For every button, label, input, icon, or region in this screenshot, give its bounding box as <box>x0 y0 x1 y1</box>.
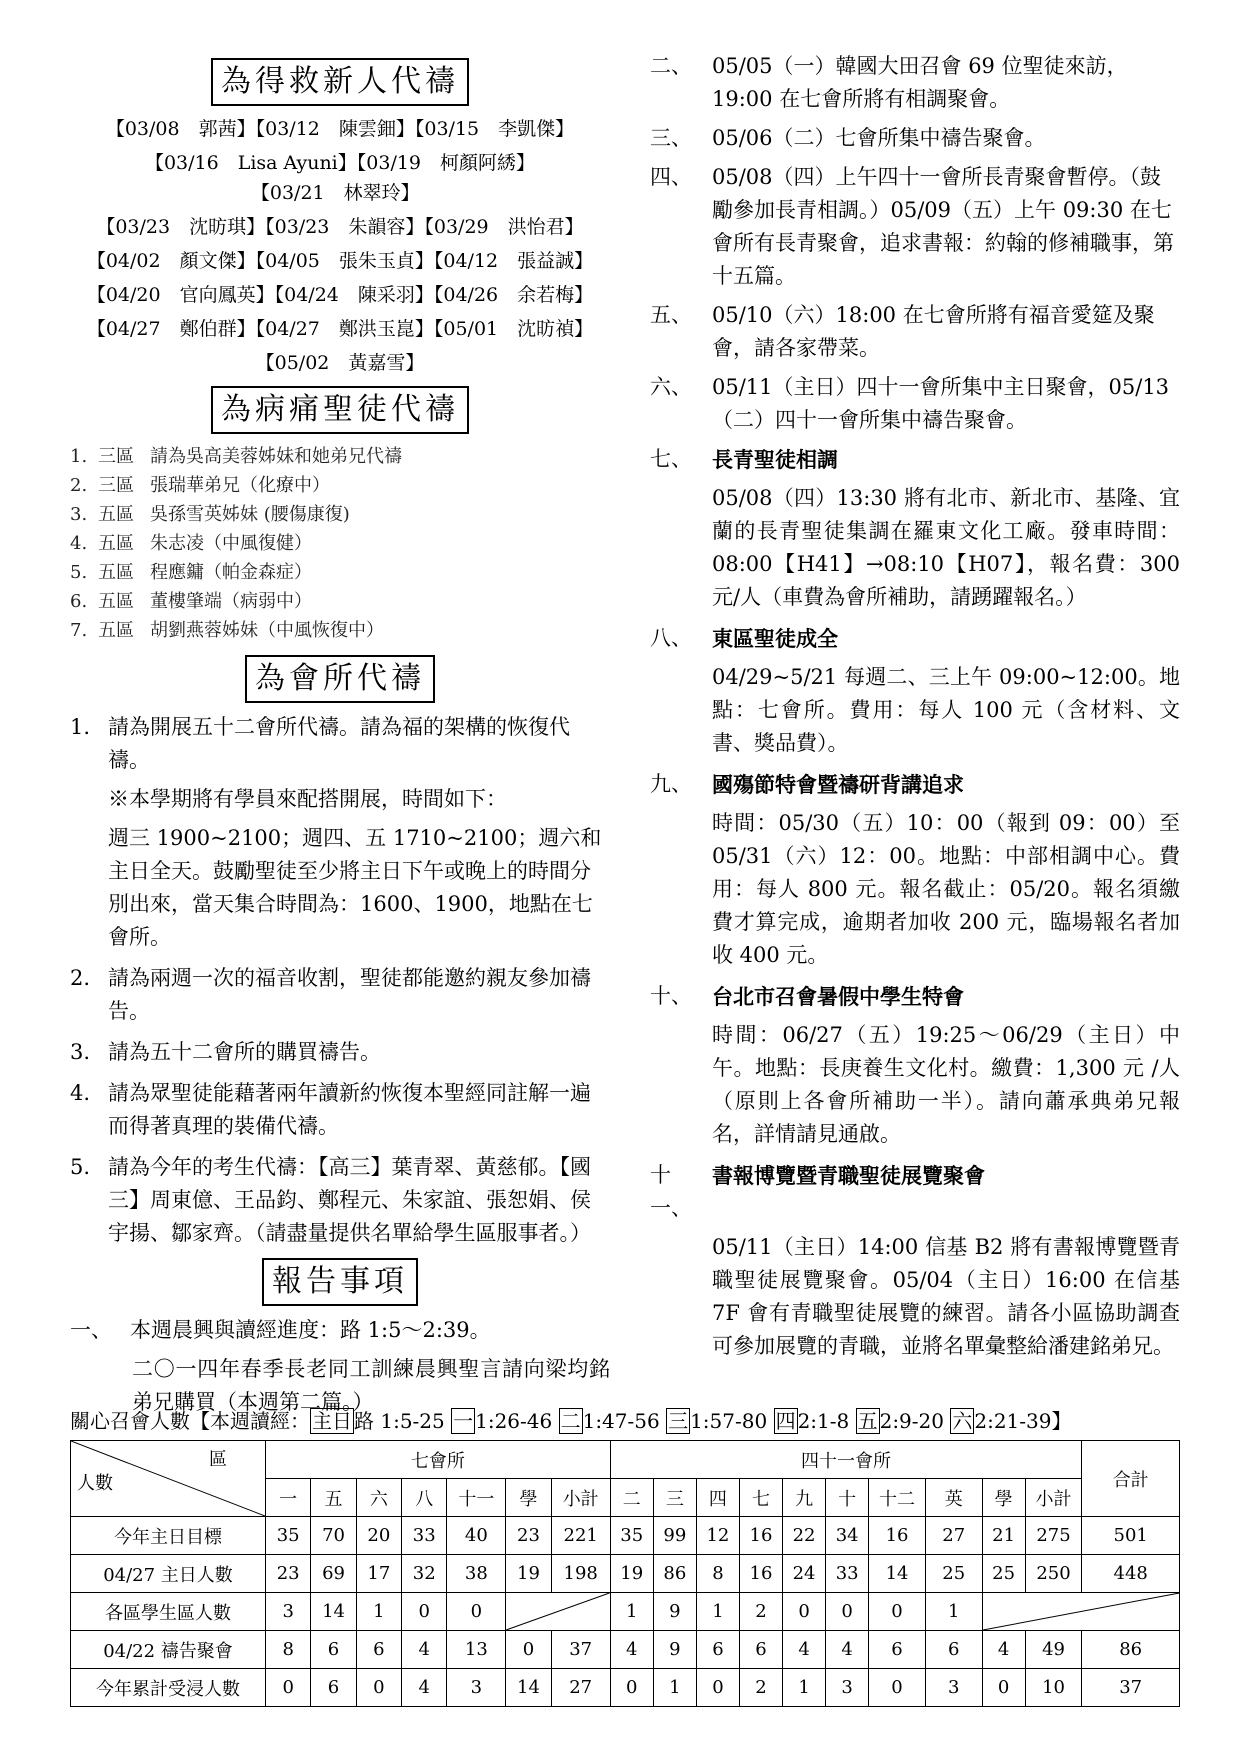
reading-ref: 1:26-46 <box>475 1409 559 1433</box>
church-item-text: 請為今年的考生代禱：【高三】葉青翠、黃慈郁。【國三】周東億、王品鈞、鄭程元、朱家誼、張恕娟、侯宇揚、鄒家齊。（請盡量提供名單給學生區服事者。） <box>108 1155 591 1245</box>
table-cell: 1 <box>696 1593 739 1631</box>
sick-item <box>70 616 610 645</box>
table-cell: 14 <box>506 1669 551 1707</box>
table-cell: 35 <box>610 1517 653 1555</box>
sick-item-district: 五區 <box>98 504 134 525</box>
table-cell: 2 <box>739 1669 782 1707</box>
name-entry: 【05/02 黃嘉雪】 <box>255 352 425 374</box>
name-row <box>70 212 610 242</box>
table-cell: 9 <box>653 1631 696 1669</box>
table-corner-count: 人數 <box>77 1473 113 1494</box>
report-item-number: 七、 <box>650 447 692 471</box>
table-row <box>71 1631 1180 1669</box>
table-cell: 69 <box>311 1555 356 1593</box>
church-item-text: 請為開展五十二會所代禱。請為福的架構的恢復代禱。 <box>108 715 570 772</box>
church-item-number: 2. <box>70 966 91 990</box>
report-item-number: 八、 <box>650 626 692 650</box>
district-header: 二 <box>610 1479 653 1517</box>
report-item <box>650 371 1180 437</box>
report-item <box>650 161 1180 293</box>
report-item-body: 05/11（主日）14:00 信基 B2 將有書報博覽暨青職聖徒展覽聚會。05/04（主日）16:00 在信基 7F 會有青職聖徒展覽的練習。請各小區協助調查可參加展覽的青職，並將名單彙整給潘建銘弟兄。 <box>712 1235 1180 1358</box>
sick-item <box>70 558 610 587</box>
reading-day: 主日 <box>312 1409 352 1433</box>
sick-item-district: 五區 <box>98 533 134 554</box>
district-header: 小計 <box>1025 1479 1082 1517</box>
report-item-number: 三、 <box>650 126 692 150</box>
table-cell: 1 <box>925 1593 982 1631</box>
table-cell: 275 <box>1025 1517 1082 1555</box>
table-cell: 0 <box>506 1631 551 1669</box>
table-cell: 4 <box>826 1631 869 1669</box>
attendance-title <box>70 1406 1180 1436</box>
report-item-text: 書報博覽暨青職聖徒展覽聚會 <box>712 1163 985 1188</box>
reading-ref: 2:9-20 <box>879 1409 951 1433</box>
name-row <box>70 246 610 276</box>
reading-day: 三 <box>668 1409 689 1433</box>
table-cell: 4 <box>610 1631 653 1669</box>
name-entry: 【04/24 陳采羽】 <box>274 284 434 306</box>
report-item <box>650 622 1180 655</box>
name-entry: 【04/02 顏文傑】 <box>86 250 256 272</box>
table-header-row <box>71 1441 1180 1479</box>
sick-item-number: 2. <box>70 475 88 496</box>
church-item <box>70 1151 610 1250</box>
district-header: 小計 <box>551 1479 610 1517</box>
report-item-text: 國殤節特會暨禱研背講追求 <box>712 772 964 797</box>
report-item-text: 長青聖徒相調 <box>712 447 838 472</box>
group-header: 四十一會所 <box>610 1441 1082 1479</box>
church-prayer-list <box>70 711 610 954</box>
name-entry: 【03/21 林翠玲】 <box>260 182 420 204</box>
table-cell: 34 <box>826 1517 869 1555</box>
table-cell: 6 <box>311 1631 356 1669</box>
district-header: 學 <box>506 1479 551 1517</box>
table-cell: 0 <box>266 1669 311 1707</box>
table-cell: 6 <box>311 1669 356 1707</box>
report-item <box>70 1314 610 1347</box>
total-cell: 501 <box>1082 1517 1180 1555</box>
name-entry: 【03/23 朱韻容】 <box>265 216 425 238</box>
table-cell: 19 <box>506 1555 551 1593</box>
attendance-section <box>70 1406 1180 1707</box>
church-item-text: 請為眾聖徒能藉著兩年讀新約恢復本聖經同註解一遍而得著真理的裝備代禱。 <box>108 1081 591 1138</box>
table-cell: 14 <box>311 1593 356 1631</box>
church-prayer-list-rest <box>70 962 610 1250</box>
sick-item-text: 張瑞華弟兄（化療中） <box>150 475 330 496</box>
table-cell: 1 <box>356 1593 401 1631</box>
table-row <box>71 1555 1180 1593</box>
table-cell: 14 <box>869 1555 926 1593</box>
reading-day: 一 <box>453 1409 474 1433</box>
table-cell: 0 <box>447 1593 506 1631</box>
left-column <box>70 50 610 1427</box>
table-cell: 1 <box>610 1593 653 1631</box>
table-cell: 23 <box>266 1555 311 1593</box>
table-cell: 9 <box>653 1593 696 1631</box>
report-item-body: 時間：05/30（五）10：00（報到 09：00）至 05/31（六）12：00。地點：中部相調中心。費用：每人 800 元。報名截止：05/20。報名須繳費才算完成，逾期者加收 200 元，臨場報名者加收 400 元。 <box>712 811 1180 967</box>
table-cell: 70 <box>311 1517 356 1555</box>
table-cell: 86 <box>653 1555 696 1593</box>
table-cell: 25 <box>925 1555 982 1593</box>
church-item <box>70 1077 610 1143</box>
table-cell: 3 <box>925 1669 982 1707</box>
church-item <box>70 1036 610 1069</box>
table-cell: 4 <box>982 1631 1025 1669</box>
report-item-text: 05/08（四）上午四十一會所長青聚會暫停。（鼓勵參加長青相調。）05/09（五）上午 09:30 在七會所有長青聚會，追求書報：約翰的修補職事，第十五篇。 <box>712 165 1174 288</box>
district-header: 六 <box>356 1479 401 1517</box>
row-label: 各區學生區人數 <box>71 1593 266 1631</box>
district-header: 七 <box>739 1479 782 1517</box>
table-cell: 17 <box>356 1555 401 1593</box>
church-item-number: 5. <box>70 1155 91 1179</box>
report-item-text: 東區聖徒成全 <box>712 626 838 651</box>
sick-item-text: 董樓肇端（病弱中） <box>150 591 312 612</box>
total-header: 合計 <box>1082 1441 1180 1517</box>
table-cell: 0 <box>982 1669 1025 1707</box>
church-title: 為會所代禱 <box>245 655 435 703</box>
reading-ref: 路 1:5-25 <box>354 1409 452 1433</box>
report-item-body: 時間：06/27（五）19:25～06/29（主日）中午。地點：長庚養生文化村。繳費：1,300 元 /人（原則上各會所補助一半）。請向蕭承典弟兄報名，詳情請見通啟。 <box>712 1023 1180 1146</box>
report-item <box>650 122 1180 155</box>
sick-title: 為病痛聖徒代禱 <box>211 386 469 434</box>
report-item-text: 05/06（二）七會所集中禱告聚會。 <box>712 126 1046 150</box>
church-item-number: 1. <box>70 715 91 739</box>
table-cell: 3 <box>826 1669 869 1707</box>
table-cell: 16 <box>739 1517 782 1555</box>
table-cell: 16 <box>739 1555 782 1593</box>
reading-day: 二 <box>560 1409 581 1433</box>
sick-item-district: 五區 <box>98 591 134 612</box>
report-item <box>650 443 1180 476</box>
church-item-note: ※本學期將有學員來配搭開展，時間如下： <box>108 787 507 811</box>
report-item <box>650 980 1180 1013</box>
table-cell: 3 <box>266 1593 311 1631</box>
district-header: 九 <box>783 1479 826 1517</box>
sick-item-district: 五區 <box>98 620 134 641</box>
table-cell: 33 <box>402 1517 447 1555</box>
table-cell: 1 <box>653 1669 696 1707</box>
report-title: 報告事項 <box>262 1258 418 1306</box>
report-item-number: 四、 <box>650 165 692 189</box>
report-item-text: 台北市召會暑假中學生特會 <box>712 984 964 1009</box>
table-row <box>71 1517 1180 1555</box>
name-row <box>70 348 610 378</box>
name-entry: 【04/20 官向鳳英】 <box>86 284 275 306</box>
table-cell: 250 <box>1025 1555 1082 1593</box>
table-cell: 2 <box>739 1593 782 1631</box>
table-cell: 19 <box>610 1555 653 1593</box>
table-cell: 21 <box>982 1517 1025 1555</box>
table-cell: 0 <box>356 1669 401 1707</box>
table-row <box>71 1669 1180 1707</box>
name-entry: 【03/08 郭茜】 <box>105 118 256 140</box>
reading-day: 六 <box>952 1409 973 1433</box>
table-cell: 99 <box>653 1517 696 1555</box>
table-cell: 10 <box>1025 1669 1082 1707</box>
reading-day: 五 <box>857 1409 878 1433</box>
report-item-text: 本週晨興與讀經進度：路 1:5～2:39。 <box>130 1318 491 1342</box>
sick-item-number: 3. <box>70 504 88 525</box>
church-item-number: 4. <box>70 1081 91 1105</box>
sick-item <box>70 587 610 616</box>
table-cell: 24 <box>783 1555 826 1593</box>
total-cell: 37 <box>1082 1669 1180 1707</box>
table-cell: 13 <box>447 1631 506 1669</box>
district-header: 五 <box>311 1479 356 1517</box>
blank-cell <box>982 1593 1179 1631</box>
sick-item <box>70 529 610 558</box>
table-cell: 12 <box>696 1517 739 1555</box>
blank-cell <box>506 1593 610 1631</box>
church-item <box>70 962 610 1028</box>
report-item-body: 04/29~5/21 每週二、三上午 09:00~12:00。地點：七會所。費用：每人 100 元（含材料、文書、獎品費）。 <box>712 665 1180 755</box>
table-cell: 25 <box>982 1555 1025 1593</box>
total-cell: 86 <box>1082 1631 1180 1669</box>
report-item-number: 五、 <box>650 303 692 327</box>
report-item <box>650 1159 1180 1225</box>
table-cell: 22 <box>783 1517 826 1555</box>
church-item-text: 請為兩週一次的福音收割，聖徒都能邀約親友參加禱告。 <box>108 966 591 1023</box>
sick-item-text: 朱志凌（中風復健） <box>150 533 312 554</box>
table-cell: 6 <box>869 1631 926 1669</box>
name-entry: 【03/15 李凱傑】 <box>414 118 575 140</box>
table-cell: 0 <box>696 1669 739 1707</box>
sick-item-number: 1. <box>70 446 88 467</box>
table-corner-district: 區 <box>209 1449 227 1470</box>
report-item <box>650 299 1180 365</box>
sick-item-number: 7. <box>70 620 88 641</box>
table-cell: 0 <box>402 1593 447 1631</box>
district-header: 三 <box>653 1479 696 1517</box>
church-item-schedule: 週三 1900~2100；週四、五 1710~2100；週六和主日全天。鼓勵聖徒至少將主日下午或晚上的時間分別出來，當天集合時間為：1600、1900，地點在七會所。 <box>108 826 602 949</box>
salvation-names <box>70 114 610 378</box>
table-cell: 221 <box>551 1517 610 1555</box>
reading-ref: 2:1-8 <box>797 1409 856 1433</box>
table-cell: 0 <box>783 1593 826 1631</box>
table-cell: 3 <box>447 1669 506 1707</box>
name-entry: 【04/27 鄭洪玉崑】 <box>255 318 434 340</box>
table-cell: 198 <box>551 1555 610 1593</box>
right-column <box>650 50 1180 1371</box>
district-header: 四 <box>696 1479 739 1517</box>
table-cell: 35 <box>266 1517 311 1555</box>
table-cell: 0 <box>869 1669 926 1707</box>
salvation-title: 為得救新人代禱 <box>211 58 469 106</box>
table-cell: 1 <box>783 1669 826 1707</box>
sick-item <box>70 442 610 471</box>
table-cell: 6 <box>696 1631 739 1669</box>
church-item-number: 3. <box>70 1040 91 1064</box>
sick-item <box>70 500 610 529</box>
table-cell: 37 <box>551 1631 610 1669</box>
report-item <box>650 50 1180 116</box>
report-item-number: 十、 <box>650 984 692 1008</box>
sick-item-district: 三區 <box>98 475 134 496</box>
report-item-text: 05/10（六）18:00 在七會所將有福音愛筵及聚會，請各家帶菜。 <box>712 303 1155 360</box>
table-cell: 4 <box>783 1631 826 1669</box>
report-item-number: 二、 <box>650 54 692 78</box>
sick-item-text: 請為吳高美蓉姊妹和她弟兄代禱 <box>150 446 402 467</box>
district-header: 英 <box>925 1479 982 1517</box>
table-cell: 16 <box>869 1517 926 1555</box>
name-entry: 【04/27 鄭伯群】 <box>86 318 256 340</box>
table-cell: 4 <box>402 1631 447 1669</box>
district-header: 學 <box>982 1479 1025 1517</box>
sick-item-number: 6. <box>70 591 88 612</box>
district-header: 一 <box>266 1479 311 1517</box>
reading-ref: 1:47-56 <box>582 1409 667 1433</box>
table-cell: 32 <box>402 1555 447 1593</box>
name-entry: 【03/19 柯顏阿綉】 <box>356 152 536 174</box>
row-label: 今年主日目標 <box>71 1517 266 1555</box>
sick-item-number: 5. <box>70 562 88 583</box>
row-label: 04/22 禱告聚會 <box>71 1631 266 1669</box>
sick-item-district: 五區 <box>98 562 134 583</box>
group-header: 七會所 <box>266 1441 611 1479</box>
table-cell: 20 <box>356 1517 401 1555</box>
table-cell: 6 <box>356 1631 401 1669</box>
church-item <box>70 711 610 954</box>
table-cell: 8 <box>266 1631 311 1669</box>
name-entry: 【03/23 沈昉琪】 <box>96 216 266 238</box>
sick-item-text: 程應鏞（帕金森症） <box>150 562 312 583</box>
attendance-title-suffix: 】 <box>1051 1409 1072 1433</box>
name-entry: 【05/01 沈昉禎】 <box>433 318 594 340</box>
name-entry: 【04/26 余若梅】 <box>433 284 594 306</box>
table-cell: 27 <box>551 1669 610 1707</box>
district-header: 十 <box>826 1479 869 1517</box>
name-entry: 【04/05 張朱玉貞】 <box>255 250 434 272</box>
report-item <box>650 768 1180 801</box>
report-item-number: 十一、 <box>650 1163 692 1220</box>
name-row <box>70 114 610 144</box>
table-row <box>71 1593 1180 1631</box>
table-cell: 0 <box>610 1669 653 1707</box>
district-header: 十二 <box>869 1479 926 1517</box>
sick-item-number: 4. <box>70 533 88 554</box>
name-entry: 【03/16 Lisa Ayuni】 <box>144 152 357 174</box>
reading-ref: 2:21-39 <box>974 1409 1052 1433</box>
table-cell: 4 <box>402 1669 447 1707</box>
sick-list <box>70 442 610 645</box>
name-entry: 【04/12 張益誠】 <box>433 250 594 272</box>
row-label: 今年累計受浸人數 <box>71 1669 266 1707</box>
report-item-number: 九、 <box>650 772 692 796</box>
district-header: 八 <box>402 1479 447 1517</box>
table-cell: 33 <box>826 1555 869 1593</box>
report-item-number: 六、 <box>650 375 692 399</box>
report-item-body: 05/08（四）13:30 將有北市、新北市、基隆、宜蘭的長青聖徒集調在羅東文化工廠。發車時間：08:00【H41】→08:10【H07】，報名費：300 元/人（車費為會所補助，請踴躍報名。） <box>712 486 1180 609</box>
sick-item-text: 吳孫雪英姊妹 (腰傷康復) <box>150 504 350 525</box>
table-cell: 49 <box>1025 1631 1082 1669</box>
table-cell: 6 <box>739 1631 782 1669</box>
row-label: 04/27 主日人數 <box>71 1555 266 1593</box>
church-item-text: 請為五十二會所的購買禱告。 <box>108 1040 381 1064</box>
sick-item-district: 三區 <box>98 446 134 467</box>
table-cell: 6 <box>925 1631 982 1669</box>
reading-ref: 1:57-80 <box>690 1409 774 1433</box>
reading-day: 四 <box>775 1409 796 1433</box>
sick-item <box>70 471 610 500</box>
name-entry: 【03/12 陳雲鈿】 <box>255 118 415 140</box>
table-cell: 40 <box>447 1517 506 1555</box>
attendance-title-prefix: 關心召會人數【本週讀經： <box>70 1409 310 1433</box>
name-row <box>70 148 610 208</box>
report-item-number: 一、 <box>70 1318 112 1342</box>
table-cell: 27 <box>925 1517 982 1555</box>
total-cell: 448 <box>1082 1555 1180 1593</box>
name-row <box>70 314 610 344</box>
district-header: 十一 <box>447 1479 506 1517</box>
report-item-text: 05/05（一）韓國大田召會 69 位聖徒來訪，19:00 在七會所將有相調聚會。 <box>712 54 1128 111</box>
table-cell: 0 <box>826 1593 869 1631</box>
table-cell: 8 <box>696 1555 739 1593</box>
report-item-sub: 二〇一四年春季長老同工訓練晨興聖言請向梁均銘弟兄購買（本週第二篇。） <box>132 1357 610 1414</box>
table-cell: 23 <box>506 1517 551 1555</box>
table-cell: 38 <box>447 1555 506 1593</box>
report-item-text: 05/11（主日）四十一會所集中主日聚會，05/13（二）四十一會所集中禱告聚會。 <box>712 375 1170 432</box>
table-cell: 0 <box>869 1593 926 1631</box>
name-entry: 【03/29 洪怡君】 <box>424 216 584 238</box>
sick-item-text: 胡劉燕蓉姊妹（中風恢復中） <box>150 620 384 641</box>
name-row <box>70 280 610 310</box>
attendance-table <box>70 1440 1180 1707</box>
table-corner <box>71 1441 266 1517</box>
